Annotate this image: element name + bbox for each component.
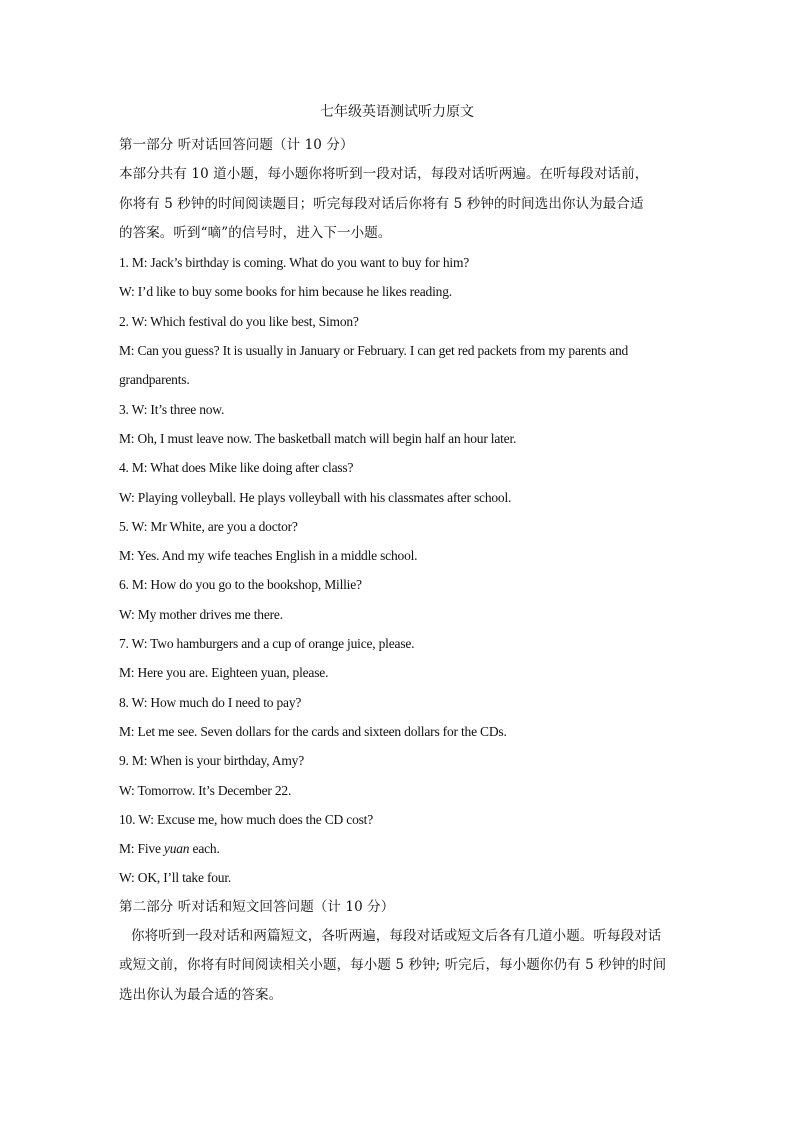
transcript-line: 7. W: Two hamburgers and a cup of orange juice, please. <box>119 636 415 652</box>
instruction-line: 你将听到一段对话和两篇短文，各听两遍，每段对话或短文后各有几道小题。听每段对话 <box>131 928 662 945</box>
transcript-line: M: Let me see. Seven dollars for the cards and sixteen dollars for the CDs. <box>119 723 507 739</box>
transcript-line: W: My mother drives me there. <box>119 606 283 622</box>
document-body <box>119 131 675 1010</box>
document-title: 七年级英语测试听力原文 <box>320 104 474 120</box>
part1-heading: 第一部分 听对话回答问题（计 10 分） <box>119 137 354 153</box>
transcript-text: each. <box>189 841 220 857</box>
transcript-line: W: Playing volleyball. He plays volleyball with his classmates after school. <box>119 489 512 505</box>
part1-transcript <box>119 248 675 893</box>
transcript-line: 4. M: What does Mike like doing after class? <box>119 460 354 476</box>
transcript-line: M: Yes. And my wife teaches English in a middle school. <box>119 548 418 564</box>
transcript-line <box>119 834 675 863</box>
transcript-line: M: Oh, I must leave now. The basketball match will begin half an hour later. <box>119 430 517 446</box>
italic-word: yuan <box>163 841 190 857</box>
transcript-line: M: Here you are. Eighteen yuan, please. <box>119 665 329 681</box>
instruction-line: 的答案。听到“嘀”的信号时，进入下一小题。 <box>119 224 392 241</box>
transcript-line: M: Can you guess? It is usually in January or February. I can get red packets from my parents and <box>119 343 629 359</box>
instruction-line: 你将有 5 秒钟的时间阅读题目；听完每段对话后你将有 5 秒钟的时间选出你认为最合适 <box>119 195 644 212</box>
transcript-line: W: Tomorrow. It’s December 22. <box>119 782 292 798</box>
transcript-line: 2. W: Which festival do you like best, Simon? <box>119 313 359 329</box>
transcript-line: 10. W: Excuse me, how much does the CD cost? <box>119 811 374 827</box>
transcript-line: W: I’d like to buy some books for him because he likes reading. <box>119 284 452 300</box>
transcript-line: 5. W: Mr White, are you a doctor? <box>119 518 298 534</box>
instruction-line: 选出你认为最合适的答案。 <box>119 986 283 1003</box>
part1-instructions <box>119 160 675 248</box>
transcript-line: 6. M: How do you go to the bookshop, Millie? <box>119 577 362 593</box>
part2-instructions <box>119 922 675 1010</box>
transcript-text: M: Five <box>119 841 164 857</box>
transcript-line: grandparents. <box>119 372 190 388</box>
instruction-line: 或短文前，你将有时间阅读相关小题，每小题 5 秒钟; 听完后，每小题你仍有 5 秒钟的时间 <box>119 957 667 974</box>
part2-heading: 第二部分 听对话和短文回答问题（计 10 分） <box>119 898 395 915</box>
instruction-line: 本部分共有 10 道小题，每小题你将听到一段对话，每段对话听两遍。在听每段对话前， <box>119 166 649 183</box>
transcript-line: 9. M: When is your birthday, Amy? <box>119 753 305 769</box>
transcript-line: W: OK, I’ll take four. <box>119 870 232 886</box>
transcript-line: 3. W: It’s three now. <box>119 401 225 417</box>
transcript-line: 1. M: Jack’s birthday is coming. What do you want to buy for him? <box>119 255 470 271</box>
transcript-line: 8. W: How much do I need to pay? <box>119 694 302 710</box>
